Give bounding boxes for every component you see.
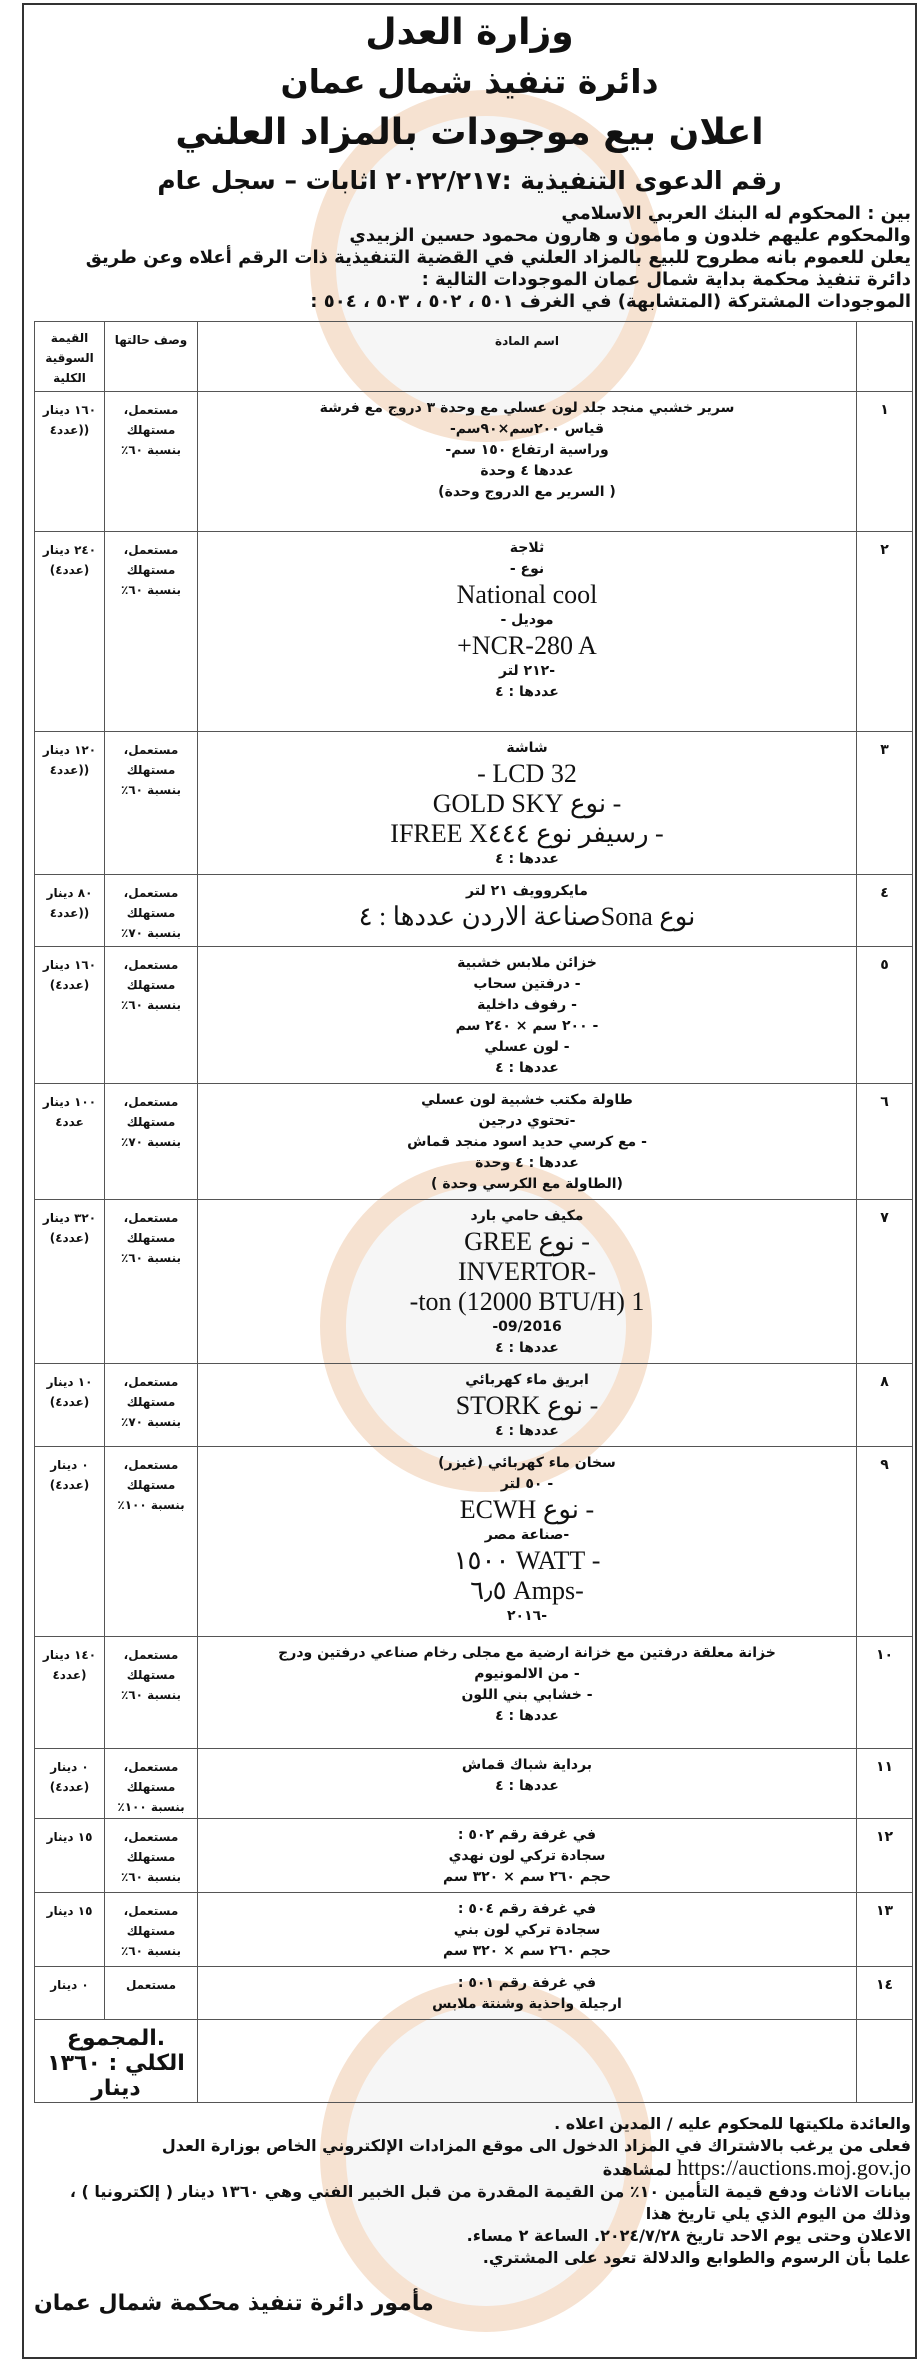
item-line: خزانة معلقة درفتين مع خزانة ارضية مع مجلى رخام صناعي درفتين ودرج [278,1645,776,1661]
signature: مأمور دائرة تنفيذ محكمة شمال عمان [34,2291,434,2316]
item-value [35,732,105,875]
table-row [35,1749,913,1819]
outro-text: لمشاهدة [602,2160,672,2179]
condition-line: مستعمل، [123,1830,179,1844]
item-line: - نوع ECWH [459,1495,595,1524]
item-value [35,1749,105,1819]
intro-paragraph [32,203,913,313]
condition-line: مستهلك [126,1115,176,1129]
item-line: شاشة [506,740,548,756]
item-line: ابريق ماء كهربائي [465,1372,589,1388]
item-line: - خشابي بني اللون [461,1687,593,1703]
condition-line: مستعمل، [123,543,179,557]
value-line: (عدد٤) [49,1395,90,1409]
table-row [35,392,913,532]
item-line: عددها : ٤ [495,1708,559,1724]
table-row [35,732,913,875]
value-line: ٨٠ دينار [46,886,93,900]
item-value [35,1200,105,1364]
value-line: ٣٢٠ دينار [42,1211,97,1225]
condition-line: مستعمل، [123,1458,179,1472]
condition-line: مستعمل، [123,1760,179,1774]
condition-line: بنسبة ٧٠٪ [121,926,181,940]
condition-line: مستعمل، [123,743,179,757]
item-line: خزائن ملابس خشبية [457,955,597,971]
item-name [198,392,857,532]
item-value [35,1637,105,1749]
row-number: ٤ [857,875,913,947]
item-line: عددها : ٤ وحدة [475,1155,579,1171]
value-line: (عدد٤) [49,1780,90,1794]
value-line: ١٤٠ دينار [42,1648,97,1662]
item-line: - درفتين سحاب [473,976,581,992]
table-row [35,1893,913,1967]
item-line: في غرفة رقم ٥٠١ : [457,1975,597,1991]
value-line: (عدد٤) [49,1478,90,1492]
value-line: ١٥ دينار [46,1904,93,1918]
value-line: ١٥ دينار [46,1830,93,1844]
value-line: (عدد٤ [52,1668,87,1682]
intro-line: يعلن للعموم بانه مطروح للبيع بالمزاد العلني في القضية التنفيذية ذات الرقم أعلاه وعن طريق [85,247,911,268]
item-value [35,532,105,732]
table-row [35,947,913,1084]
items-table [34,321,913,2103]
table-row [35,1364,913,1447]
item-line: 09/2016- [492,1319,562,1335]
item-line: سجادة تركي لون نهدي [448,1848,606,1864]
row-number: ١٠ [857,1637,913,1749]
header-value: القيمة السوقية الكلية [35,322,105,392]
intro-line: بين : المحكوم له البنك العربي الاسلامي [561,203,911,224]
item-name [198,1637,857,1749]
item-line: - نوع STORK [455,1391,599,1420]
condition-line: مستعمل، [123,1904,179,1918]
header-condition: وصف حالتها [105,322,198,392]
value-line: ٢٤٠ دينار [42,543,97,557]
item-name [198,1893,857,1967]
item-line: 32 LCD - [477,759,577,788]
item-line: طاولة مكتب خشبية لون عسلي [421,1092,633,1108]
ministry-title: وزارة العدل [365,12,574,53]
item-line: - نوع GREE [464,1227,590,1256]
row-number: ١٣ [857,1893,913,1967]
item-line: -٢١٢ لتر [498,663,555,679]
item-line: مايكروويف ٢١ لتر [466,883,588,899]
item-line: - WATT ١٥٠٠ [453,1546,601,1575]
item-value [35,1893,105,1967]
item-line: في غرفة رقم ٥٠٤ : [457,1901,597,1917]
item-value [35,875,105,947]
value-line: ٠ دينار [50,1978,89,1992]
item-line: برداية شباك قماش [461,1757,593,1773]
item-line: مكيف حامي بارد [470,1208,584,1224]
condition-line: مستهلك [126,1924,176,1938]
condition-line: مستهلك [126,563,176,577]
item-name [198,1819,857,1893]
value-line: ١٠٠ دينار [42,1095,97,1109]
total-spacer-cell [198,2020,857,2103]
condition-line: بنسبة ٦٠٪ [121,1944,181,1958]
item-line: - مع كرسي حديد اسود منجد قماش [407,1134,647,1150]
item-value [35,1447,105,1637]
condition-line: مستعمل، [123,958,179,972]
value-line: (عدد٤) [49,1231,90,1245]
item-line: - ٢٠٠ سم × ٢٤٠ سم [455,1018,599,1034]
item-line: عددها : ٤ [495,684,559,700]
row-number: ٩ [857,1447,913,1637]
row-number: ٣ [857,732,913,875]
outro-line: الاعلان وحتى يوم الاحد تاريخ ٢٠٢٤/٧/٢٨. الساعة ٢ مساء. [466,2226,911,2245]
item-line: حجم ٢٦٠ سم × ٣٢٠ سم [442,1869,612,1885]
item-line: - من الالمونيوم [474,1666,580,1682]
table-row [35,1637,913,1749]
condition-line: مستهلك [126,1850,176,1864]
condition-line: بنسبة ٦٠٪ [121,443,181,457]
item-condition [105,1447,198,1637]
value-line: (عدد٤) [49,563,90,577]
item-line: ثلاجة [509,540,545,556]
intro-line: الموجودات المشتركة (المتشابهة) في الغرف ٥٠١ ، ٥٠٢ ، ٥٠٣ ، ٥٠٤ : [310,291,911,312]
condition-line: بنسبة ٦٠٪ [121,1870,181,1884]
condition-line: بنسبة ٧٠٪ [121,1415,181,1429]
item-line: موديل - [500,612,554,628]
value-line: ١٢٠ دينار [42,743,97,757]
item-line: -صناعة مصر [484,1527,570,1543]
row-number: ١١ [857,1749,913,1819]
item-line: عددها : ٤ [495,1778,559,1794]
value-line: ((عدد٤ [49,423,90,437]
row-number: ٦ [857,1084,913,1200]
condition-line: مستعمل، [123,886,179,900]
value-line: ١٠ دينار [46,1375,93,1389]
item-line: نوع - [509,561,545,577]
intro-line: دائرة تنفيذ محكمة بداية شمال عمان الموجودات التالية : [421,269,911,290]
case-number: رقم الدعوى التنفيذية :٢٠٢٢/٢١٧ اثابات – سجل عام [157,166,782,195]
condition-line: مستعمل، [123,1375,179,1389]
table-row [35,875,913,947]
item-value [35,947,105,1084]
item-value [35,392,105,532]
item-line: -تحتوي درجين [478,1113,576,1129]
value-line: (عدد٤) [49,978,90,992]
item-condition [105,1749,198,1819]
item-condition [105,947,198,1084]
auction-url-link[interactable]: https://auctions.moj.gov.jo [677,2155,911,2180]
item-line: - نوع GOLD SKY [432,789,622,818]
condition-line: مستهلك [126,1395,176,1409]
intro-line: والمحكوم عليهم خلدون و مامون و هارون محمود حسين الزبيدي [349,225,911,246]
item-line: سجادة تركي لون بني [453,1922,601,1938]
item-line: -٢٠١٦ [507,1608,547,1624]
row-number: ١٤ [857,1967,913,2020]
condition-line: بنسبة ٦٠٪ [121,783,181,797]
value-line: ٠ دينار [50,1458,89,1472]
item-line: سرير خشبي منجد جلد لون عسلي مع وحدة ٣ دروج مع فرشة [319,400,735,416]
condition-line: مستهلك [126,1478,176,1492]
condition-line: مستهلك [126,1668,176,1682]
table-row [35,1200,913,1364]
total-row [35,2020,913,2103]
item-condition [105,1967,198,2020]
value-line: ١٦٠ دينار [42,403,97,417]
item-name [198,532,857,732]
row-number: ٢ [857,532,913,732]
outro-text: فعلى من يرغب بالاشتراك في المزاد الدخول الى موقع المزادات الإلكتروني الخاص بوزارة العدل [161,2136,911,2155]
item-name [198,875,857,947]
announcement-title: اعلان بيع موجودات بالمزاد العلني [175,112,764,153]
condition-line: مستعمل، [123,403,179,417]
row-number: ١ [857,392,913,532]
table-row [35,1819,913,1893]
item-line: سخان ماء كهربائي (غيزر) [438,1455,616,1471]
condition-line: بنسبة ٧٠٪ [121,1135,181,1149]
item-line: - ٥٠ لتر [500,1476,554,1492]
condition-line: مستعمل، [123,1095,179,1109]
item-condition [105,1084,198,1200]
outro-line: بيانات الاثاث ودفع قيمة التأمين ١٠٪ من القيمة المقدرة من قبل الخبير الفني وهي ١٣٦٠ دينار ( إلكترونيا ) ، وذلك من اليوم الذي يلي تاريخ هذا [69,2182,911,2223]
item-line: -Amps ٦٫٥ [470,1576,584,1605]
item-line: حجم ٢٦٠ سم × ٣٢٠ سم [442,1943,612,1959]
item-name [198,732,857,875]
item-name [198,1084,857,1200]
condition-line: مستعمل [125,1978,177,1992]
value-line: عدد٤ [55,1115,84,1129]
department-title: دائرة تنفيذ شمال عمان [280,62,659,101]
condition-line: مستهلك [126,978,176,992]
item-name [198,1967,857,2020]
item-line: عددها : ٤ [495,851,559,867]
condition-line: مستهلك [126,906,176,920]
table-row [35,1084,913,1200]
item-value [35,1364,105,1447]
document-body [32,203,913,2316]
item-line: (الطاولة مع الكرسي وحدة ) [431,1176,623,1192]
item-line: عددها : ٤ [495,1423,559,1439]
item-value [35,1084,105,1200]
outro-line: علما بأن الرسوم والطوابع والدلالة تعود على المشتري. [482,2248,911,2267]
condition-line: مستعمل، [123,1648,179,1662]
condition-line: مستهلك [126,1231,176,1245]
row-number: ٥ [857,947,913,1084]
value-line: ((عدد٤ [49,763,90,777]
condition-line: بنسبة ١٠٠٪ [117,1498,185,1512]
table-row [35,1967,913,2020]
condition-line: بنسبة ٦٠٪ [121,1688,181,1702]
item-condition [105,732,198,875]
total-empty-cell [857,2020,913,2103]
condition-line: مستهلك [126,423,176,437]
item-line: قياس ٢٠٠سم×٩٠سم- [449,421,605,437]
table-row [35,532,913,732]
item-line: وراسية ارتفاع ١٥٠ سم- [445,442,609,458]
item-condition [105,1364,198,1447]
outro-line [32,2135,911,2181]
item-line: - لون عسلي [484,1039,570,1055]
item-line: - رفوف داخلية [477,997,577,1013]
item-line: عددها : ٤ [495,1340,559,1356]
item-condition [105,1637,198,1749]
value-line: ٠ دينار [50,1760,89,1774]
item-line: عددها ٤ وحدة [480,463,574,479]
item-line: -INVERTOR [457,1257,597,1286]
item-condition [105,532,198,732]
header-name: اسم المادة [198,322,857,392]
item-line: في غرفة رقم ٥٠٢ : [457,1827,597,1843]
condition-line: بنسبة ٦٠٪ [121,583,181,597]
value-line: ١٦٠ دينار [42,958,97,972]
item-line: نوع Sonaصناعة الاردن عددها : ٤ [358,902,696,931]
item-line: National cool [456,580,598,609]
condition-line: مستعمل، [123,1211,179,1225]
table-header-row [35,322,913,392]
item-value [35,1819,105,1893]
condition-line: بنسبة ١٠٠٪ [117,1800,185,1814]
item-condition [105,1893,198,1967]
condition-line: بنسبة ٦٠٪ [121,998,181,1012]
item-name [198,1200,857,1364]
item-condition [105,875,198,947]
item-line: عددها : ٤ [495,1060,559,1076]
row-number: ١٢ [857,1819,913,1893]
row-number: ٨ [857,1364,913,1447]
condition-line: مستهلك [126,763,176,777]
item-line: ارجيلة واحذية وشنتة ملابس [432,1996,622,2012]
item-line: - رسيفر نوع IFREE X٤٤٤ [390,819,664,848]
item-condition [105,392,198,532]
outro-line: والعائدة ملكيتها للمحكوم عليه / المدين اعلاه . [554,2114,911,2133]
item-condition [105,1200,198,1364]
item-line: 1 ton (12000 BTU/H)- [409,1287,645,1316]
item-condition [105,1819,198,1893]
total-value: .المجموع الكلي : ١٣٦٠ دينار [35,2020,198,2103]
item-name [198,1364,857,1447]
condition-line: مستهلك [126,1780,176,1794]
item-line: ( السرير مع الدروج وحدة) [438,484,616,500]
row-number: ٧ [857,1200,913,1364]
item-line: NCR-280 A+ [457,631,597,660]
item-name [198,1447,857,1637]
value-line: ((عدد٤ [49,906,90,920]
table-row [35,1447,913,1637]
item-value [35,1967,105,2020]
condition-line: بنسبة ٦٠٪ [121,1251,181,1265]
closing-paragraph [32,2113,913,2269]
item-name [198,947,857,1084]
item-name [198,1749,857,1819]
header-num [857,322,913,392]
